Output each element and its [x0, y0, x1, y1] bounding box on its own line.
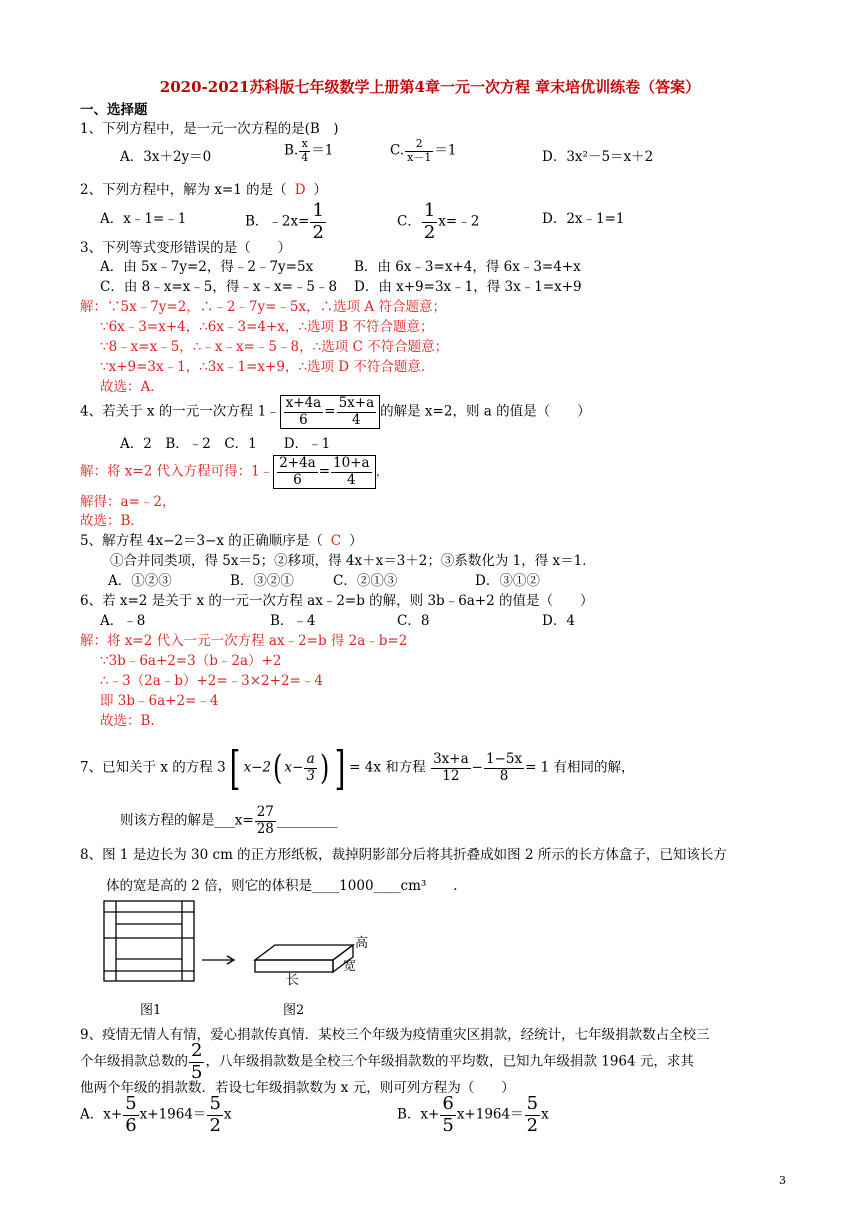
- q1-option-d: D．3x²－5＝x＋2: [542, 149, 654, 165]
- q3-solution-line: 故选：A．: [100, 379, 164, 395]
- q3-option-a: A．由 5x﹣7y=2，得﹣2﹣7y=5x: [100, 259, 314, 275]
- q7-stem: 7、已知关于 x 的方程 3[ x−2( x− $\frac{a}{3}$ ) ] = 4x 和方程 $\frac{3x+a}{12}$ − $\frac{1-5x}{8}$ = 1 有相同的解，: [80, 741, 635, 795]
- q2-option-b: B．﹣2x= $\frac{1}{2}$: [245, 200, 324, 243]
- section-heading: 一、选择题: [80, 102, 148, 118]
- q3-option-d: D．由 x+9=3x﹣1，得 3x﹣1=x+9: [354, 279, 582, 295]
- q2-stem: 2、下列方程中，解为 x=1 的是（ D ）: [80, 182, 328, 198]
- q4-solution-result: 解得：a=﹣2，: [80, 494, 176, 510]
- q7-answer: 则该方程的解是___x= $\frac{27}{28}$ _________: [120, 804, 338, 837]
- q4-stem: 4、若关于 x 的一元一次方程 1﹣ $\frac{x+4a}{6}$ = $\frac{5x+a}{4}$ 的解是 x=2，则 a 的值是（ ）: [80, 395, 591, 428]
- fig1-caption: 图1: [140, 1003, 162, 1018]
- q6-option-d: D．4: [542, 613, 575, 629]
- fig1-square-diagram: [104, 901, 194, 981]
- q6-solution-line: 故选：B.: [100, 713, 155, 729]
- q4-solution: 解：将 x=2 代入方程可得：1﹣ $\frac{2+4a}{6}$ = $\frac{10+a}{4}$ ，: [80, 455, 390, 488]
- q1-option-a: A．3x＋2y＝0: [120, 149, 212, 165]
- q3-stem: 3、下列等式变形错误的是（ ）: [80, 240, 292, 256]
- q9-option-b: B．x+ $\frac{6}{5}$ x+1964＝ $\frac{5}{2}$ x: [397, 1093, 549, 1136]
- q4-options: A．2 B．﹣2 C．1 D．﹣1: [120, 436, 331, 452]
- page-number: 3: [779, 1174, 786, 1187]
- q5-option-b: B．③②①: [230, 573, 294, 589]
- q5-steps: ①合并同类项，得 5x＝5；②移项，得 4x＋x＝3＋2；③系数化为 1，得 x＝1．: [110, 553, 596, 569]
- fig2-caption: 图2: [283, 1003, 305, 1018]
- q6-option-c: C．8: [397, 613, 430, 629]
- q6-stem: 6、若 x=2 是关于 x 的一元一次方程 ax﹣2=b 的解，则 3b﹣6a+2 的值是（ ）: [80, 593, 594, 609]
- q3-solution-line: 解：∵5x﹣7y=2，∴﹣2﹣7y=﹣5x，∴选项 A 符合题意；: [80, 299, 446, 315]
- q5-option-c: C．②①③: [333, 573, 398, 589]
- q9-option-a: A．x+ $\frac{5}{6}$ x+1964＝ $\frac{5}{2}$ x: [80, 1093, 232, 1136]
- q9-stem-line1: 9、疫情无情人有情，爱心捐款传真情．某校三个年级为疫情重灾区捐款，经统计，七年级捐款数占全校三: [80, 1027, 710, 1043]
- q3-option-b: B．由 6x﹣3=x+4，得 6x﹣3=4+x: [354, 259, 581, 275]
- q1-stem: 1、下列方程中，是一元一次方程的是(B ): [80, 121, 339, 137]
- q3-solution-line: ∵x+9=3x﹣1，∴3x﹣1=x+9，∴选项 D 不符合题意．: [100, 359, 435, 375]
- label-wide: 宽: [343, 959, 357, 974]
- q3-option-c: C．由 8﹣x=x﹣5，得﹣x﹣x=﹣5﹣8: [100, 279, 338, 295]
- arrow-icon: [202, 956, 234, 964]
- q1-option-c: C. $\frac{2}{x-1}$ ＝1: [390, 137, 457, 164]
- label-high: 高: [355, 936, 369, 951]
- q5-option-d: D．③①②: [475, 573, 540, 589]
- q6-option-a: A．﹣8: [100, 613, 146, 629]
- q2-option-c: C． $\frac{1}{2}$ x=﹣2: [397, 200, 480, 243]
- q2-option-a: A．x﹣1=﹣1: [100, 211, 187, 227]
- q6-solution-line: ∴﹣3（2a﹣b）+2=﹣3×2+2=﹣4: [100, 673, 323, 689]
- q3-solution-line: ∵6x﹣3=x+4，∴6x﹣3=4+x，∴选项 B 不符合题意；: [100, 319, 434, 335]
- fig2-box-diagram: [255, 945, 353, 972]
- q2-option-d: D．2x﹣1=1: [542, 211, 625, 227]
- q1-option-b: B. $\frac{x}{4}$ ＝1: [284, 137, 334, 164]
- q9-stem-line2: 个年级捐款总数的 $\frac{2}{5}$ ，八年级捐款数是全校三个年级捐款数的平均数，已知九年级捐款 1964 元，求其: [80, 1040, 694, 1083]
- q8-figures: [100, 898, 380, 1020]
- q5-stem: 5、解方程 4x−2＝3−x 的正确顺序是（ C ）: [80, 533, 363, 549]
- label-long: 长: [286, 973, 300, 988]
- q5-option-a: A．①②③: [108, 573, 172, 589]
- page-title: 2020-2021苏科版七年级数学上册第4章一元一次方程 章末培优训练卷（答案）: [159, 78, 701, 96]
- q6-option-b: B．﹣4: [270, 613, 316, 629]
- q6-solution-line: ∵3b﹣6a+2=3（b﹣2a）+2: [100, 653, 282, 669]
- q6-solution-line: 即 3b﹣6a+2=﹣4: [100, 693, 219, 709]
- q8-stem: 8、图 1 是边长为 30 cm 的正方形纸板，裁掉阴影部分后将其折叠成如图 2 所示的长方体盒子，已知该长方: [80, 847, 727, 863]
- q8-stem-cont: 体的宽是高的 2 倍，则它的体积是____1000____cm³ .: [106, 878, 458, 894]
- q3-solution-line: ∵8﹣x=x﹣5，∴﹣x﹣x=﹣5﹣8，∴选项 C 不符合题意；: [100, 339, 449, 355]
- q4-solution-choice: 故选：B．: [80, 513, 144, 529]
- q6-solution-line: 解：将 x=2 代入一元一次方程 ax﹣2=b 得 2a﹣b=2: [80, 633, 408, 649]
- q9-stem-line3: 他两个年级的捐款数．若设七年级捐款数为 x 元，则可列方程为（ ）: [80, 1080, 515, 1096]
